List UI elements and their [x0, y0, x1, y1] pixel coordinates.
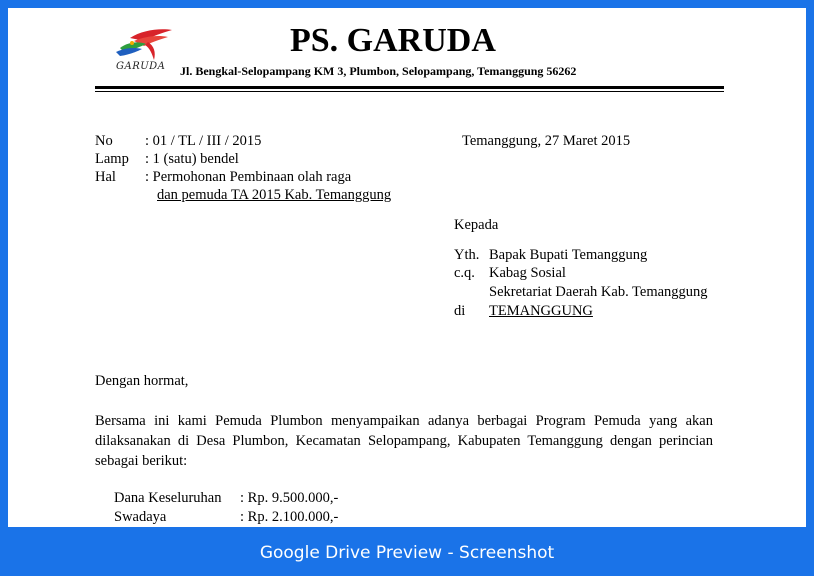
hal-value-line-2: dan pemuda TA 2015 Kab. Temanggung [157, 187, 392, 203]
fund-label-total: Dana Keseluruhan [114, 490, 222, 506]
garuda-logo [112, 28, 182, 80]
yth-value: Bapak Bupati Temanggung [489, 247, 648, 263]
body-paragraph: Bersama ini kami Pemuda Plumbon menyampaikan adanya berbagai Program Pemuda yang akan dilaksanakan di Desa Plumbon, Kecamatan Selopampang, Kabupaten Temanggung dengan perincian sebagai berikut: [95, 413, 713, 469]
di-label: di [454, 303, 466, 319]
organization-name: PS. GARUDA [290, 22, 496, 59]
document-page [8, 8, 806, 527]
letterhead-rule-thick [95, 86, 724, 89]
garuda-bird-icon [112, 28, 182, 62]
no-value: : 01 / TL / III / 2015 [145, 133, 262, 149]
lamp-label: Lamp [95, 151, 129, 167]
place-date: Temanggung, 27 Maret 2015 [462, 133, 631, 149]
fund-value-swadaya: : Rp. 2.100.000,- [240, 509, 339, 525]
letterhead-rule-thin [95, 91, 724, 92]
lamp-value: : 1 (satu) bendel [145, 151, 239, 167]
preview-caption: Google Drive Preview - Screenshot [259, 543, 555, 563]
cq-value-line-1: Kabag Sosial [489, 265, 566, 281]
organization-address: Jl. Bengkal-Selopampang KM 3, Plumbon, Selopampang, Temanggung 56262 [180, 64, 577, 78]
cq-value-line-2: Sekretariat Daerah Kab. Temanggung [489, 284, 708, 300]
yth-label: Yth. [454, 247, 480, 263]
greeting: Dengan hormat, [95, 373, 189, 389]
no-label: No [95, 133, 113, 149]
logo-wordmark: GARUDA [116, 61, 166, 72]
di-value: TEMANGGUNG [489, 303, 593, 319]
hal-value-line-1: : Permohonan Pembinaan olah raga [145, 169, 352, 185]
cq-label: c.q. [454, 265, 475, 281]
preview-caption-bar [0, 530, 814, 576]
hal-label: Hal [95, 169, 116, 185]
fund-label-swadaya: Swadaya [114, 509, 167, 525]
fund-value-total: : Rp. 9.500.000,- [240, 490, 339, 506]
kepada-label: Kepada [454, 217, 499, 233]
